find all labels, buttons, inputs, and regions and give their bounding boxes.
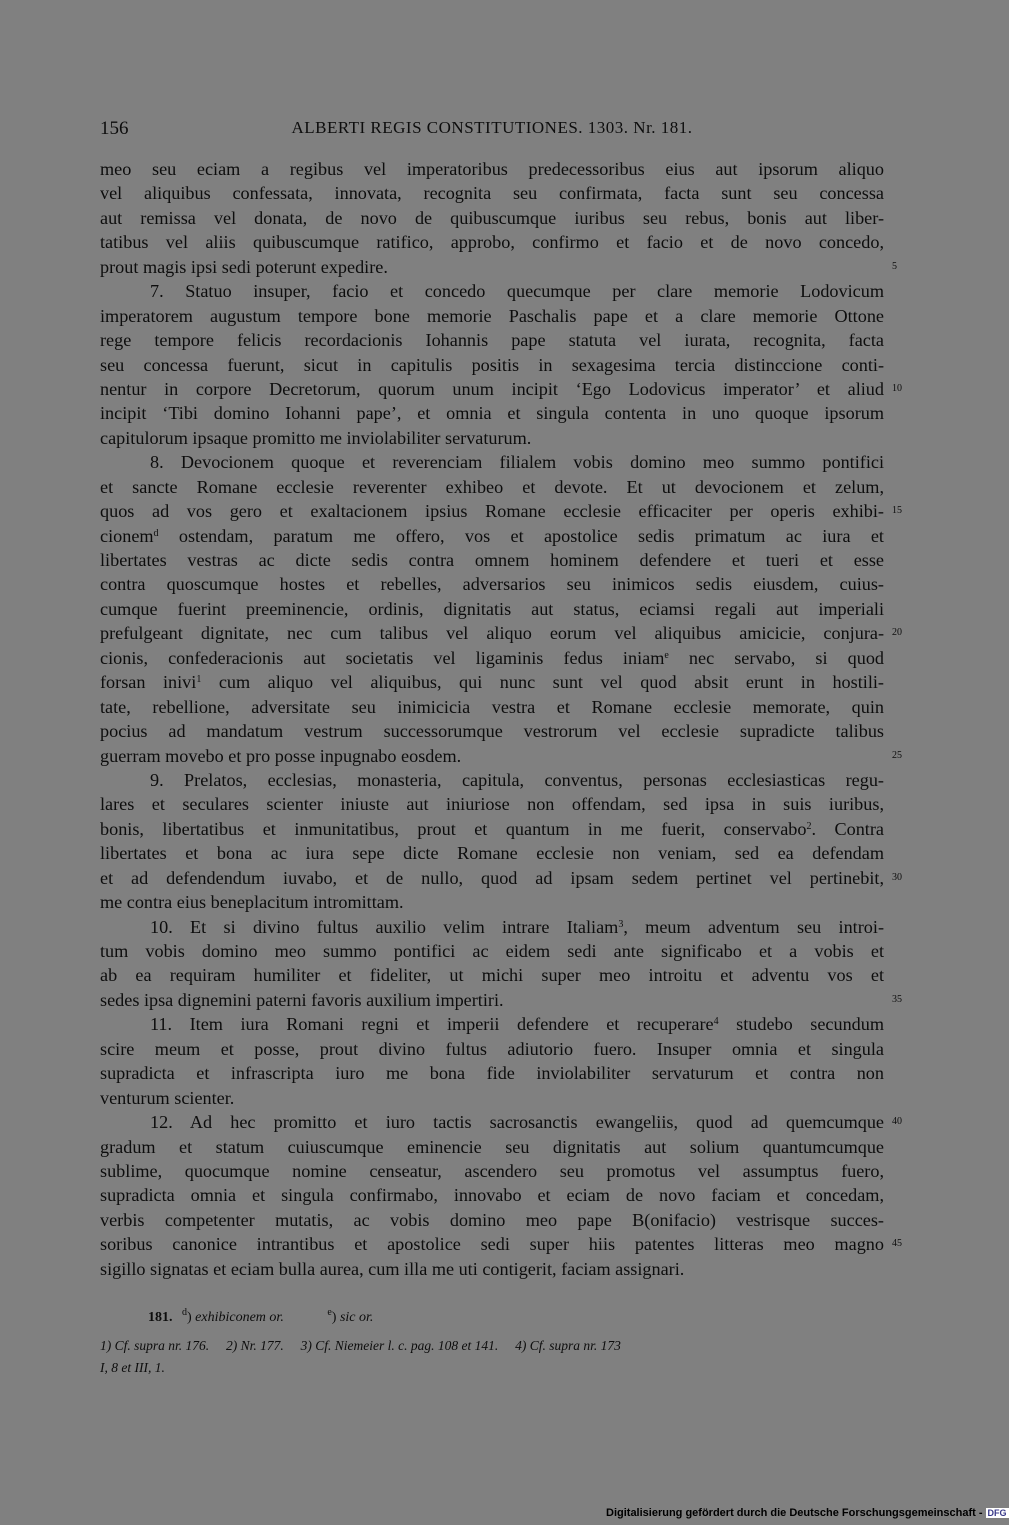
text-line — [100, 1086, 884, 1110]
line-text: prefulgeant dignitate, nec cum talibus vel aliquo eorum vel aliquibus amicicie, conjura- — [100, 623, 884, 644]
text-line — [100, 1110, 902, 1134]
line-text: 11. Item iura Romani regni et imperii defendere et recuperare — [150, 1014, 714, 1035]
margin-line-number: 10 — [892, 382, 902, 394]
footnote-marker: 1 — [196, 674, 202, 686]
line-text: et ad defendendum iuvabo, et de nullo, quod ad ipsam sedem pertinet vel pertinebit, — [100, 867, 884, 888]
line-text: ab ea requiram humiliter et fideliter, ut michi super meo introitu et adventu vos et — [100, 965, 884, 986]
text-line — [100, 157, 884, 181]
line-text: scire meum et posse, prout divino fultus adiutorio fuero. Insuper omnia et singula — [100, 1038, 884, 1059]
line-text: nec servabo, si quod — [668, 647, 885, 668]
text-line — [100, 988, 902, 1012]
line-text: incipit ‘Tibi domino Iohanni pape’, et omnia et singula contenta in uno quoque ipsorum — [100, 403, 884, 424]
line-text: , meum adventum seu introi- — [623, 916, 884, 937]
footnote-marker: 2 — [806, 820, 812, 832]
line-text: tate, rebellione, adversitate seu inimicicia vestra et Romane ecclesie memorate, quin — [100, 696, 884, 717]
body-text — [100, 157, 902, 1281]
text-line — [100, 279, 884, 303]
footnotes-line-2: I, 8 et III, 1. — [100, 1360, 165, 1375]
text-line — [100, 377, 902, 401]
apparatus-number: 181. — [148, 1310, 173, 1325]
line-text: . Contra — [811, 818, 884, 839]
margin-line-number: 5 — [892, 260, 897, 272]
text-line — [100, 695, 884, 719]
line-text: lares et seculares scienter iniuste aut iniuriose non offendam, sed ipsa in suis iuribus, — [100, 794, 884, 815]
text-line — [100, 181, 884, 205]
text-line — [100, 890, 884, 914]
footer-text: Digitalisierung gefördert durch die Deutsche Forschungsgemeinschaft - — [606, 1507, 983, 1519]
line-text: verbis competenter mutatis, ac vobis domino meo pape B(onifacio) vestrisque succes- — [100, 1209, 884, 1230]
line-text: sedes ipsa dignemini paterni favoris auxilium impertiri. — [100, 989, 504, 1010]
footnotes-line-1: 1) Cf. supra nr. 176. 2) Nr. 177. 3) Cf. Niemeier l. c. pag. 108 et 141. 4) Cf. supra nr. 173 — [100, 1338, 621, 1353]
line-text: rege tempore felicis recordacionis Iohannis pape statuta vel iurata, recognita, facta — [100, 330, 884, 351]
text-line — [100, 768, 884, 792]
line-text: supradicta et infrascripta iuro me bona fide inviolabiliter servaturum et contra non — [100, 1063, 884, 1084]
line-text: 9. Prelatos, ecclesias, monasteria, capitula, conventus, personas ecclesiasticas regu- — [150, 769, 884, 790]
text-line — [100, 353, 884, 377]
line-text: capitulorum ipsaque promitto me inviolabiliter servaturum. — [100, 427, 532, 448]
line-text: imperatorem augustum tempore bone memorie Paschalis pape et a clare memorie Ottone — [100, 305, 884, 326]
running-header — [100, 118, 884, 144]
text-line — [100, 328, 884, 352]
line-text: guerram movebo et pro posse inpugnabo eosdem. — [100, 745, 462, 766]
margin-line-number: 25 — [892, 749, 902, 761]
line-text: sigillo signatas et eciam bulla aurea, cum illa me uti contigerit, faciam assignari. — [100, 1258, 685, 1279]
apparatus-mark-e: e — [327, 1307, 332, 1318]
text-line — [100, 1012, 884, 1036]
text-line — [100, 401, 884, 425]
text-line — [100, 792, 884, 816]
text-line — [100, 1061, 884, 1085]
line-text: pocius ad mandatum vestrum successorumque vestrorum vel ecclesie supradicte talibus — [100, 721, 884, 742]
footnote-marker: e — [664, 649, 669, 661]
text-line — [100, 304, 884, 328]
text-line — [100, 939, 884, 963]
text-line — [100, 597, 884, 621]
line-text: me contra eius beneplacitum intromittam. — [100, 892, 404, 913]
text-line — [100, 841, 884, 865]
text-line — [100, 255, 897, 279]
apparatus-mark-d: d — [182, 1307, 187, 1318]
text-line — [100, 744, 902, 768]
text-line — [100, 1208, 884, 1232]
footnote-marker: 4 — [713, 1016, 719, 1028]
text-line — [100, 621, 902, 645]
text-line — [100, 915, 884, 939]
margin-line-number: 15 — [892, 505, 902, 517]
text-line — [100, 230, 884, 254]
text-line — [100, 1257, 884, 1281]
line-text: cionis, confederacionis aut societatis vel ligaminis fedus iniam — [100, 647, 665, 668]
apparatus-d-source: or. — [269, 1310, 284, 1325]
line-text: 12. Ad hec promitto et iuro tactis sacrosanctis ewangeliis, quod ad quemcumque — [150, 1112, 884, 1133]
line-text: 10. Et si divino fultus auxilio velim intrare Italiam — [150, 916, 619, 937]
line-text: quos ad vos gero et exaltacionem ipsius Romane ecclesie efficaciter per operis exhibi- — [100, 501, 884, 522]
line-text: cumque fuerint preeminencie, ordinis, dignitatis aut status, eciamsi regali aut imperiali — [100, 598, 884, 619]
line-text: nentur in corpore Decretorum, quorum unum incipit ‘Ego Lodovicus imperator’ et aliud — [100, 378, 884, 399]
text-line — [100, 1183, 884, 1207]
footnote-marker: d — [153, 527, 159, 539]
text-line — [100, 450, 884, 474]
line-text: contra quoscumque hostes et rebelles, adversarios seu inimicos sedis eiusdem, cuius- — [100, 574, 884, 595]
line-text: libertates vestras ac dicte sedis contra omnem hominem defendere et tueri et esse — [100, 550, 884, 570]
line-text: tum vobis domino meo summo pontifici ac eidem sedi ante significabo et a vobis et — [100, 941, 884, 961]
text-line — [100, 475, 884, 499]
line-text: forsan inivi — [100, 672, 197, 693]
line-text: tatibus vel aliis quibuscumque ratifico, approbo, confirmo et facio et de novo concedo, — [100, 232, 884, 253]
line-text: meo seu eciam a regibus vel imperatoribus predecessoribus eius aut ipsorum aliquo — [100, 159, 884, 179]
line-text: aut remissa vel donata, de novo de quibuscumque iuribus seu rebus, bonis aut liber- — [100, 207, 884, 228]
page-number: 156 — [100, 118, 129, 139]
margin-line-number: 45 — [892, 1238, 902, 1250]
text-line — [100, 1159, 884, 1183]
apparatus-d-text: exhibiconem — [195, 1310, 266, 1325]
line-text: prout magis ipsi sedi poterunt expedire. — [100, 256, 388, 277]
text-line — [100, 572, 884, 596]
text-line — [100, 499, 902, 523]
line-text: soribus canonice intrantibus et apostolice sedi super hiis patentes litteras meo magno — [100, 1234, 884, 1255]
footnote-marker: 3 — [618, 918, 624, 930]
running-title: ALBERTI REGIS CONSTITUTIONES. 1303. Nr. 181. — [291, 118, 693, 137]
text-line — [100, 817, 884, 841]
line-text: 7. Statuo insuper, facio et concedo quecumque per clare memorie Lodovicum — [150, 281, 884, 302]
line-text: cum aliquo vel aliquibus, qui nunc sunt vel quod absit erunt in hostili- — [201, 672, 884, 693]
margin-line-number: 30 — [892, 871, 902, 883]
text-line — [100, 1135, 884, 1159]
line-text: ostendam, paratum me offero, vos et apostolice sedis primatum ac iura et — [158, 525, 884, 546]
critical-apparatus: 181. $^d$) exhibiconem or. $^e$) sic or. — [148, 1307, 374, 1325]
text-line — [100, 1037, 884, 1061]
line-text: venturum scienter. — [100, 1087, 235, 1108]
margin-line-number: 35 — [892, 993, 902, 1005]
line-text: et sancte Romane ecclesie reverenter exhibeo et devote. Et ut devocionem et zelum, — [100, 476, 884, 497]
line-text: studebo secundum — [718, 1014, 884, 1035]
text-line — [100, 670, 884, 694]
margin-line-number: 40 — [892, 1116, 902, 1128]
digitization-footer — [606, 1507, 1009, 1519]
text-line — [100, 426, 884, 450]
line-text: bonis, libertatibus et inmunitatibus, prout et quantum in me fuerit, conservabo — [100, 818, 807, 839]
text-line — [100, 1232, 902, 1256]
text-line — [100, 206, 884, 230]
text-line — [100, 963, 884, 987]
line-text: sublime, quocumque nomine censeatur, ascendero seu promotus vel assumptus fuero, — [100, 1160, 884, 1181]
dfg-logo: DFG — [987, 1508, 1007, 1519]
line-text: libertates et bona ac iura sepe dicte Romane ecclesie non veniam, sed ea defendam — [100, 843, 884, 864]
text-line — [100, 646, 884, 670]
line-text: vel aliquibus confessata, innovata, recognita seu confirmata, facta sunt seu concessa — [100, 183, 884, 204]
text-line — [100, 548, 884, 572]
text-line — [100, 866, 902, 890]
line-text: seu concessa fuerunt, sicut in capitulis positis in sexagesima tercia distinccione conti- — [100, 354, 884, 375]
line-text: cionem — [100, 525, 154, 546]
text-line — [100, 719, 884, 743]
apparatus-e-text: sic or. — [339, 1310, 374, 1325]
margin-line-number: 20 — [892, 627, 902, 639]
line-text: gradum et statum cuiuscumque eminencie seu dignitatis aut solium quantumcumque — [100, 1136, 884, 1157]
line-text: 8. Devocionem quoque et reverenciam filialem vobis domino meo summo pontifici — [150, 452, 884, 473]
line-text: supradicta omnia et singula confirmabo, innovabo et eciam de novo faciam et concedam, — [100, 1185, 884, 1206]
text-line — [100, 524, 884, 548]
